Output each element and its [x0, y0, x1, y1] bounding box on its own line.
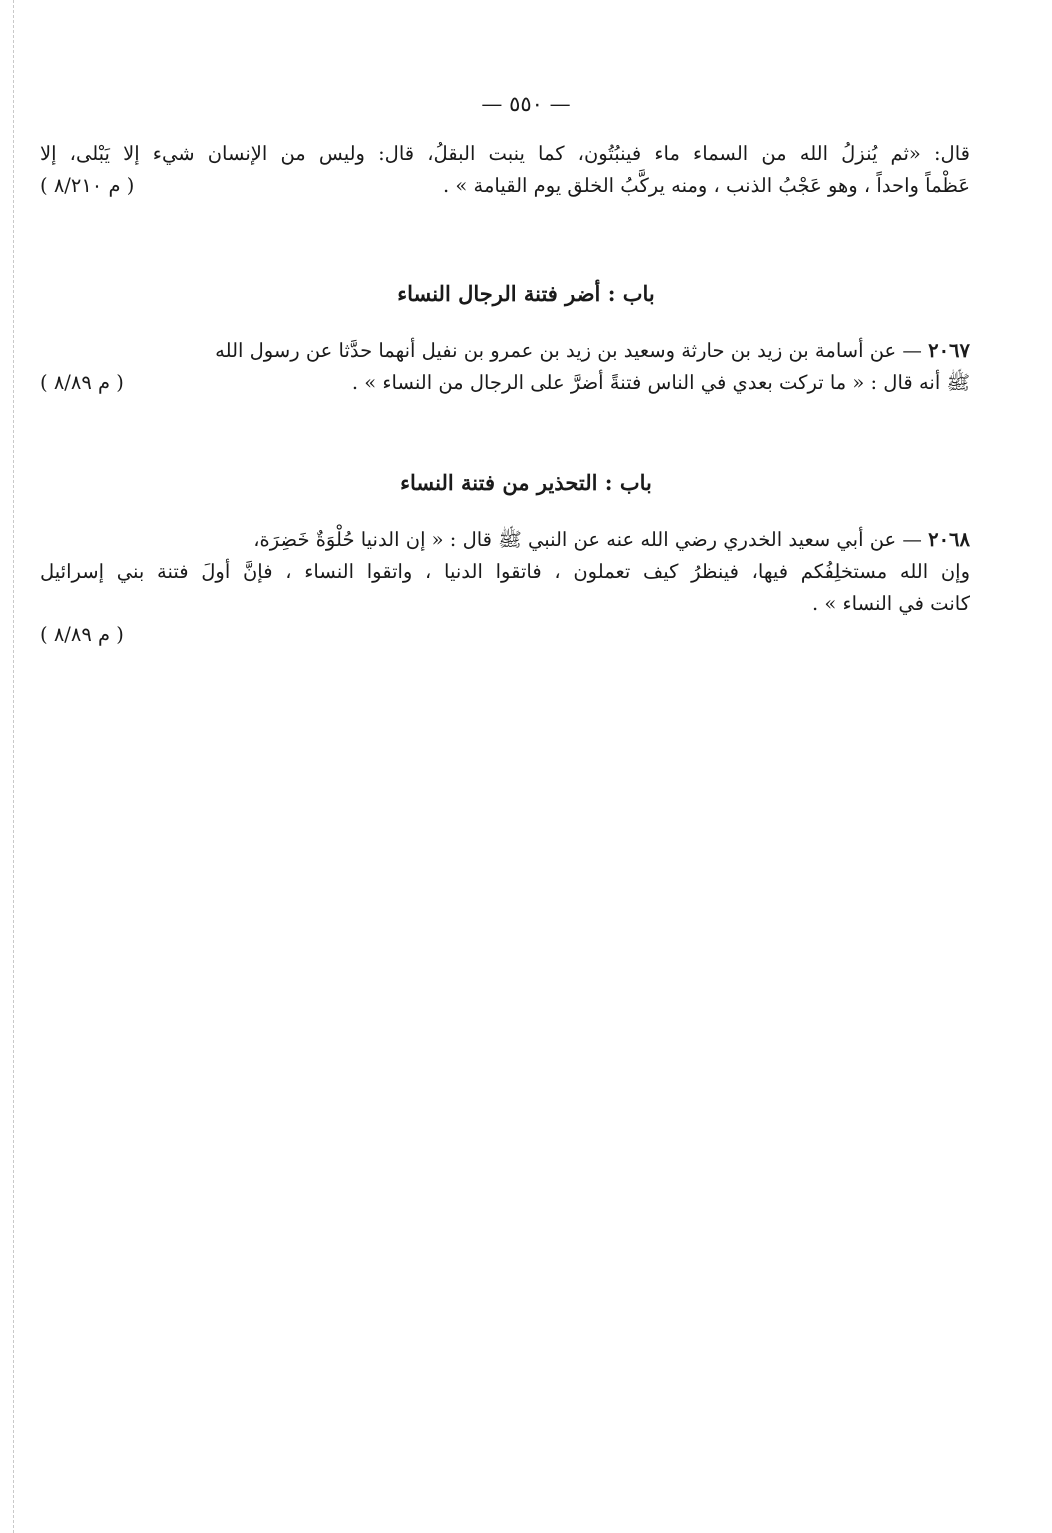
passage-line: قال: «ثم يُنزلُ الله من السماء ماء فينبُتُون، كما ينبت البقلُ، قال: وليس من الإنسان شيء إلا يَبْلى، إلا	[40, 142, 970, 165]
hadith-number: ٢٠٦٨	[928, 528, 970, 551]
passage-continuation	[40, 138, 970, 202]
passage-line-text: عَظْماً واحداً ، وهو عَجْبُ الذنب ، ومنه يركَّبُ الخلق يوم القيامة » .	[442, 174, 970, 197]
hadith-line: وإن الله مستخلِفُكم فيها، فينظرُ كيف تعملون ، فاتقوا الدنيا ، واتقوا النساء ، فإنَّ أولَ فتنة بني إسرائيل	[40, 560, 970, 583]
hadith-2067	[40, 335, 970, 399]
hadith-number: ٢٠٦٧	[928, 339, 970, 362]
hadith-line	[40, 367, 970, 399]
hadith-line: كانت في النساء » .	[811, 592, 970, 615]
scan-margin-line	[13, 0, 14, 1533]
hadith-line	[40, 524, 970, 556]
passage-line	[40, 170, 970, 202]
hadith-text: — عن أسامة بن زيد بن حارثة وسعيد بن زيد بن عمرو بن نفيل أنهما حدَّثا عن رسول الله	[215, 339, 929, 362]
hadith-2068	[40, 524, 970, 650]
page-number: — ٥٥٠ —	[481, 92, 571, 116]
hadith-reference-row	[40, 620, 970, 650]
section-heading-1: باب : أضر فتنة الرجال النساء	[397, 281, 655, 306]
hadith-reference: ( م ٨/٨٩ )	[40, 371, 124, 394]
section-heading-2: باب : التحذير من فتنة النساء	[400, 470, 652, 495]
hadith-text: — عن أبي سعيد الخدري رضي الله عنه عن النبي ﷺ قال : « إن الدنيا حُلْوَةٌ خَضِرَة،	[253, 528, 929, 551]
hadith-line	[40, 335, 970, 367]
hadith-text: ﷺ أنه قال : « ما تركت بعدي في الناس فتنةً أضرَّ على الرجال من النساء » .	[351, 371, 970, 394]
hadith-reference: ( م ٨/٢١٠ )	[40, 174, 135, 197]
hadith-reference: ( م ٨/٨٩ )	[40, 623, 124, 646]
